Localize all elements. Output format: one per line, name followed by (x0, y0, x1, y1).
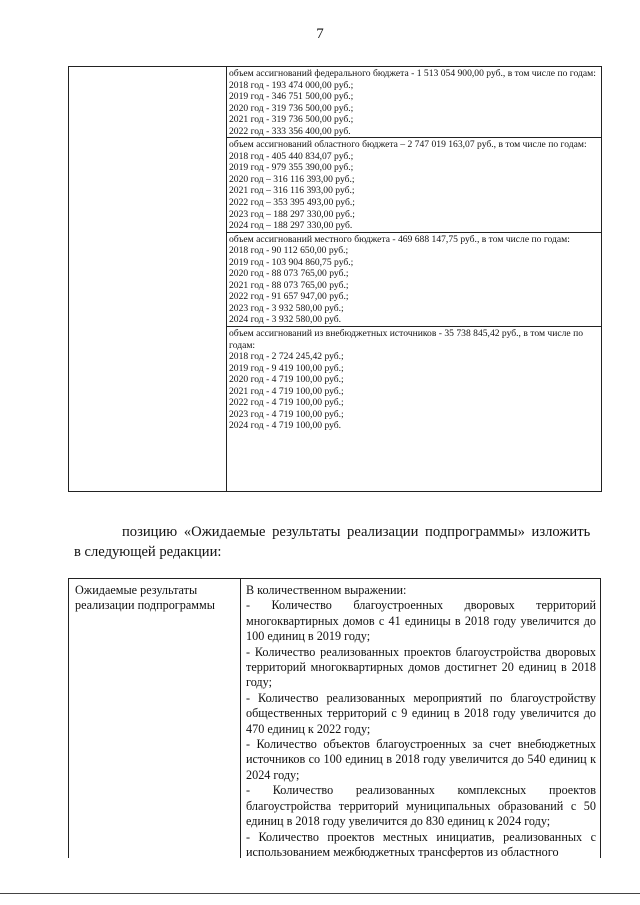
bottom-rule (0, 893, 640, 894)
funding-line: 2019 год - 979 355 390,00 руб.; (229, 162, 354, 174)
paragraph-line-1: позицию «Ожидаемые результаты реализации подпрограммы» изложить (122, 524, 591, 540)
funding-line: 2023 год - 3 932 580,00 руб.; (229, 302, 344, 314)
funding-line: 2021 год – 316 116 393,00 руб.; (229, 185, 355, 197)
funding-line: 2022 год - 91 657 947,00 руб.; (229, 291, 349, 303)
funding-line: 2021 год - 4 719 100,00 руб.; (229, 385, 344, 397)
funding-line: 2023 год - 4 719 100,00 руб.; (229, 408, 344, 420)
funding-line: 2024 год - 3 932 580,00 руб. (229, 314, 342, 326)
funding-line: 2018 год - 2 724 245,42 руб.; (229, 351, 344, 363)
result-item: - Количество реализованных проектов благоустройства дворовых территорий многоквартирных домов достигнет 20 единиц в 2018 году; (246, 644, 596, 690)
funding-heading: объем ассигнований областного бюджета – 2 747 019 163,07 руб., в том числе по годам: (229, 139, 587, 151)
funding-line: 2019 год - 346 751 500,00 руб.; (229, 91, 354, 103)
funding-table-content (227, 67, 601, 491)
funding-line: 2023 год – 188 297 330,00 руб.; (229, 208, 355, 220)
results-table (68, 578, 601, 858)
funding-heading: объем ассигнований из внебюджетных источников - 35 738 845,42 руб., в том числе по годам: (229, 328, 584, 351)
funding-line: 2022 год - 4 719 100,00 руб.; (229, 397, 344, 409)
funding-line: 2024 год - 4 719 100,00 руб. (229, 420, 342, 432)
results-label: Ожидаемые результаты реализации подпрограммы (69, 579, 241, 858)
results-content (241, 579, 600, 858)
funding-line: 2020 год - 319 736 500,00 руб.; (229, 102, 354, 114)
paragraph-line-2: в следующей редакции: (74, 544, 222, 560)
funding-line: 2020 год - 88 073 765,00 руб.; (229, 268, 349, 280)
funding-block-regional (227, 138, 601, 232)
funding-line: 2024 год – 188 297 330,00 руб. (229, 220, 353, 232)
funding-heading: объем ассигнований местного бюджета - 469 688 147,75 руб., в том числе по годам: (229, 233, 570, 245)
funding-block-local (227, 233, 601, 327)
funding-line: 2018 год - 193 474 000,00 руб.; (229, 79, 354, 91)
funding-line: 2019 год - 9 419 100,00 руб.; (229, 362, 344, 374)
result-item: - Количество реализованных мероприятий по благоустройству общественных территорий с 9 единиц в 2018 году увеличится до 470 единиц к 2022 году; (246, 690, 596, 736)
result-item: - Количество благоустроенных дворовых территорий многоквартирных домов с 41 единицы в 2018 году увеличится до 100 единиц в 2019 году; (246, 598, 596, 644)
result-item: - Количество реализованных комплексных проектов благоустройства территорий муниципальных образований с 50 единиц в 2018 году увеличится до 830 единиц к 2024 году; (246, 783, 596, 829)
funding-line: 2021 год - 319 736 500,00 руб.; (229, 114, 354, 126)
funding-block-extrabudgetary (227, 327, 601, 432)
funding-table-empty-cell (69, 67, 227, 491)
funding-line: 2018 год - 90 112 650,00 руб.; (229, 245, 349, 257)
funding-line: 2021 год - 88 073 765,00 руб.; (229, 279, 349, 291)
funding-line: 2019 год - 103 904 860,75 руб.; (229, 256, 354, 268)
funding-block-federal (227, 67, 601, 138)
body-paragraph (74, 522, 600, 562)
result-item: - Количество проектов местных инициатив, реализованных с использованием межбюджетных трансфертов из областного (246, 829, 596, 858)
results-intro: В количественном выражении: (246, 583, 407, 597)
page-number: 7 (316, 26, 324, 42)
funding-line: 2020 год - 4 719 100,00 руб.; (229, 374, 344, 386)
result-item: - Количество объектов благоустроенных за счет внебюджетных источников со 100 единиц в 2018 году увеличится до 540 единиц к 2024 году; (246, 737, 596, 782)
funding-line: 2022 год – 353 395 493,00 руб.; (229, 197, 355, 209)
funding-heading: объем ассигнований федерального бюджета - 1 513 054 900,00 руб., в том числе по годам: (229, 68, 596, 79)
funding-line: 2018 год - 405 440 834,07 руб.; (229, 150, 354, 162)
funding-line: 2020 год – 316 116 393,00 руб.; (229, 173, 355, 185)
funding-table (68, 66, 602, 492)
funding-line: 2022 год - 333 356 400,00 руб. (229, 125, 351, 137)
